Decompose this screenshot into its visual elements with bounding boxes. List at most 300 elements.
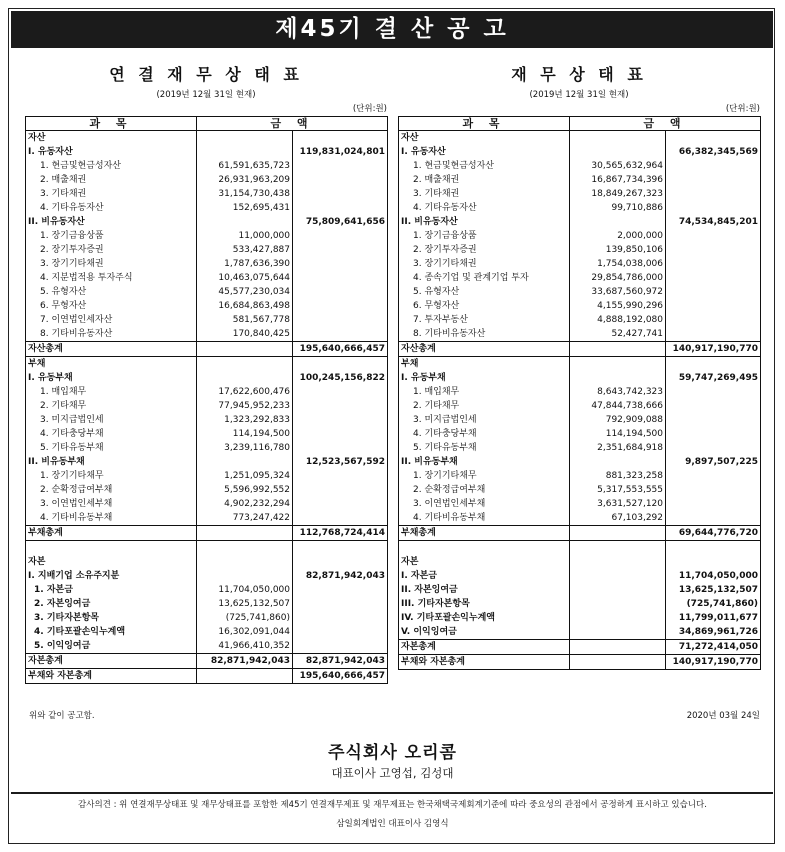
row-sub-amount [197,541,293,556]
table-row [26,313,388,327]
row-item-name: 8. 기타비유동자산 [399,327,570,342]
row-sub-amount: 45,577,230,034 [197,285,293,299]
row-total-amount [666,541,761,556]
row-sub-amount [570,555,666,569]
row-total-amount: 75,809,641,656 [305,217,385,227]
row-item-name: II. 비유동부채 [399,455,570,469]
row-item-name: 5. 기타유동부채 [399,441,570,455]
separate-title: 재 무 상 태 표 [511,65,647,84]
row-sub-amount [570,625,666,640]
consolidated-panel [25,64,387,684]
row-item-name: 4. 기타비유동부채 [399,511,570,526]
row-item-name: 1. 매입채무 [399,385,570,399]
row-item-name: 부채와 자본총계 [399,655,570,670]
row-sub-amount [570,569,666,583]
row-total-amount [293,399,388,413]
row-sub-amount: 52,427,741 [570,327,666,342]
row-item-name: II. 비유동자산 [26,215,197,229]
table-row [399,469,761,483]
row-sub-amount [570,597,666,611]
row-total-amount [293,187,388,201]
row-sub-amount: 5,317,553,555 [570,483,666,497]
row-item-name: 자본 [26,555,197,569]
table-row [399,285,761,299]
table-row [399,569,761,583]
row-total-amount [293,625,388,639]
row-total-amount: 13,625,132,507 [678,585,758,595]
row-total-amount [666,399,761,413]
notice-date: 2020년 03월 24일 [686,711,760,721]
row-item-name: 자본총계 [399,640,570,655]
row-sub-amount: 533,427,887 [197,243,293,257]
row-sub-amount: 792,909,088 [570,413,666,427]
table-row [399,342,761,357]
table-row [399,555,761,569]
table-row [399,427,761,441]
row-total-amount [293,229,388,243]
row-total-amount [293,385,388,399]
row-sub-amount: 31,154,730,438 [197,187,293,201]
row-total-amount: 140,917,190,770 [666,342,761,357]
row-item-name: 2. 기타채무 [399,399,570,413]
table-row [399,455,761,469]
row-sub-amount [570,357,666,372]
row-sub-amount: 4,902,232,294 [197,497,293,511]
audit-divider [11,792,773,794]
row-sub-amount: 29,854,786,000 [570,271,666,285]
row-sub-amount: 13,625,132,507 [197,597,293,611]
row-total-amount: 34,869,961,726 [678,627,758,637]
row-sub-amount [570,455,666,469]
row-sub-amount: 581,567,778 [197,313,293,327]
row-item-name: 4. 종속기업 및 관계기업 투자 [399,271,570,285]
row-sub-amount: 11,704,050,000 [197,583,293,597]
row-sub-amount: 114,194,500 [197,427,293,441]
row-total-amount [293,441,388,455]
row-item-name: 4. 기타포괄손익누계액 [26,625,197,639]
row-item-name: 2. 기타채무 [26,399,197,413]
consolidated-rows [26,131,388,684]
separate-table [398,116,761,670]
table-row [26,441,388,455]
header-amount: 금 액 [570,117,761,131]
row-total-amount [666,413,761,427]
table-row [399,655,761,670]
row-total-amount [666,555,761,569]
row-total-amount: (725,741,860) [686,599,758,609]
row-item-name: 1. 장기기타채무 [26,469,197,483]
table-row [399,145,761,159]
row-item-name: 3. 미지급법인세 [26,413,197,427]
row-total-amount [666,441,761,455]
table-row [26,327,388,342]
row-total-amount: 9,897,507,225 [685,457,758,467]
table-row [26,342,388,357]
row-item-name: 2. 자본잉여금 [26,597,197,611]
row-item-name: 3. 이연법인세부채 [26,497,197,511]
row-sub-amount: 77,945,952,233 [197,399,293,413]
row-total-amount [666,497,761,511]
table-row [26,215,388,229]
row-total-amount: 119,831,024,801 [299,147,385,157]
table-row [399,131,761,146]
table-row [399,541,761,556]
separate-rows [399,131,761,670]
row-sub-amount [570,215,666,229]
row-item-name: 3. 기타자본항목 [26,611,197,625]
row-sub-amount: 4,155,990,296 [570,299,666,313]
table-row [399,257,761,271]
table-row [399,357,761,372]
table-header-row [26,117,388,131]
row-sub-amount: 4,888,192,080 [570,313,666,327]
row-sub-amount: 47,844,738,666 [570,399,666,413]
ceo-line: 대표이사 고영섭, 김성대 [331,766,454,780]
row-item-name: 6. 무형자산 [399,299,570,313]
row-total-amount [666,483,761,497]
row-total-amount [666,469,761,483]
table-row [26,569,388,583]
row-sub-amount: 82,871,942,043 [197,654,293,669]
row-total-amount: 11,704,050,000 [678,571,758,581]
row-total-amount [666,201,761,215]
row-item-name: 5. 유형자산 [399,285,570,299]
row-item-name: 3. 장기기타채권 [26,257,197,271]
row-item-name: 7. 이연법인세자산 [26,313,197,327]
table-row [399,441,761,455]
table-row [399,159,761,173]
row-sub-amount [197,215,293,229]
header-amount: 금 액 [197,117,388,131]
row-total-amount [293,497,388,511]
row-total-amount [666,131,761,146]
table-row [26,413,388,427]
row-item-name: 3. 이연법인세부채 [399,497,570,511]
table-row [26,173,388,187]
row-total-amount: 82,871,942,043 [305,571,385,581]
row-total-amount [666,427,761,441]
row-item-name: I. 지배기업 소유주지분 [26,569,197,583]
row-sub-amount [570,541,666,556]
row-total-amount [293,271,388,285]
row-sub-amount [570,655,666,670]
row-item-name: 1. 자본금 [26,583,197,597]
table-row [26,483,388,497]
table-row [26,597,388,611]
row-total-amount: 140,917,190,770 [666,655,761,670]
row-total-amount [293,131,388,146]
row-total-amount [293,611,388,625]
table-row [399,271,761,285]
table-row [399,611,761,625]
row-total-amount [666,187,761,201]
row-sub-amount: 18,849,267,323 [570,187,666,201]
row-item-name: 3. 미지급법인세 [399,413,570,427]
table-row [26,611,388,625]
row-sub-amount: (725,741,860) [197,611,293,625]
row-total-amount [666,285,761,299]
table-row [399,187,761,201]
table-row [26,159,388,173]
table-row [26,201,388,215]
table-row [26,299,388,313]
row-total-amount: 66,382,345,569 [678,147,758,157]
table-header-row [399,117,761,131]
row-sub-amount [197,131,293,146]
row-item-name: 1. 현금및현금성자산 [399,159,570,173]
row-total-amount [293,639,388,654]
row-item-name: 부채 [26,357,197,372]
row-total-amount [293,583,388,597]
row-item-name: I. 유동부채 [26,371,197,385]
table-row [26,511,388,526]
row-total-amount [293,201,388,215]
notice-row [25,709,760,723]
header-item: 과 목 [26,117,197,131]
table-row [26,131,388,146]
row-sub-amount: 41,966,410,352 [197,639,293,654]
row-item-name: I. 유동자산 [399,145,570,159]
row-total-amount: 195,640,666,457 [293,342,388,357]
row-item-name: I. 유동자산 [26,145,197,159]
row-total-amount [293,313,388,327]
table-row [26,187,388,201]
row-sub-amount [197,669,293,684]
row-sub-amount [197,455,293,469]
row-item-name: 2. 매출채권 [399,173,570,187]
row-total-amount [666,173,761,187]
table-row [399,413,761,427]
row-sub-amount: 170,840,425 [197,327,293,342]
consolidated-date: (2019년 12월 31일 현재) [156,90,256,100]
table-row [26,654,388,669]
row-sub-amount: 10,463,075,644 [197,271,293,285]
row-total-amount [666,313,761,327]
row-total-amount [293,413,388,427]
row-total-amount [666,385,761,399]
table-row [26,669,388,684]
table-row [399,399,761,413]
row-item-name: 2. 장기투자증권 [399,243,570,257]
row-item-name: 6. 무형자산 [26,299,197,313]
table-row [399,597,761,611]
row-sub-amount [197,526,293,541]
row-sub-amount: 8,643,742,323 [570,385,666,399]
table-row [26,271,388,285]
table-row [26,243,388,257]
row-total-amount [666,271,761,285]
row-total-amount [666,511,761,526]
row-item-name: 2. 순확정급여부채 [399,483,570,497]
row-total-amount [293,511,388,526]
row-sub-amount [197,555,293,569]
row-item-name: 자산총계 [399,342,570,357]
row-sub-amount: 16,684,863,498 [197,299,293,313]
row-item-name: 4. 기타충당부채 [399,427,570,441]
row-sub-amount: 2,351,684,918 [570,441,666,455]
row-total-amount: 100,245,156,822 [299,373,385,383]
row-total-amount [293,327,388,342]
row-item-name: 1. 장기금융상품 [26,229,197,243]
row-sub-amount: 3,239,116,780 [197,441,293,455]
row-total-amount [666,299,761,313]
row-total-amount [293,299,388,313]
row-sub-amount: 773,247,422 [197,511,293,526]
row-sub-amount: 5,596,992,552 [197,483,293,497]
table-row [399,327,761,342]
row-sub-amount [570,371,666,385]
table-row [399,497,761,511]
table-row [399,583,761,597]
row-sub-amount: 30,565,632,964 [570,159,666,173]
row-item-name: 1. 매입채무 [26,385,197,399]
row-sub-amount: 2,000,000 [570,229,666,243]
row-sub-amount: 1,754,038,006 [570,257,666,271]
row-total-amount [293,173,388,187]
row-total-amount [293,469,388,483]
table-row [26,399,388,413]
row-item-name: 4. 기타충당부채 [26,427,197,441]
table-row [399,385,761,399]
row-total-amount [293,427,388,441]
table-row [26,427,388,441]
separate-date: (2019년 12월 31일 현재) [529,90,629,100]
row-item-name: V. 이익잉여금 [399,625,570,640]
row-item-name: 4. 기타유동자산 [399,201,570,215]
row-item-name: III. 기타자본항목 [399,597,570,611]
table-row [26,285,388,299]
table-row [26,385,388,399]
row-item-name: II. 비유동자산 [399,215,570,229]
row-item-name: 8. 기타비유동자산 [26,327,197,342]
row-item-name: 5. 이익잉여금 [26,639,197,654]
row-total-amount [293,285,388,299]
table-row [26,357,388,372]
row-item-name: 1. 장기금융상품 [399,229,570,243]
table-row [26,371,388,385]
company-name: 주식회사 오리콤 [328,743,457,763]
row-item-name: 3. 기타채권 [26,187,197,201]
row-sub-amount: 17,622,600,476 [197,385,293,399]
row-total-amount [666,357,761,372]
row-item-name: 5. 유형자산 [26,285,197,299]
row-sub-amount [570,583,666,597]
row-sub-amount [197,145,293,159]
row-sub-amount: 114,194,500 [570,427,666,441]
table-row [26,639,388,654]
row-item-name [399,541,570,556]
row-item-name: 부채 [399,357,570,372]
row-sub-amount: 1,323,292,833 [197,413,293,427]
row-sub-amount [570,526,666,541]
row-sub-amount [197,357,293,372]
row-sub-amount: 881,323,258 [570,469,666,483]
row-total-amount: 11,799,011,677 [678,613,758,623]
consolidated-unit: (단위:원) [352,104,387,114]
table-row [26,625,388,639]
consolidated-title: 연 결 재 무 상 태 표 [109,65,303,84]
row-total-amount [666,327,761,342]
row-item-name: I. 자본금 [399,569,570,583]
row-total-amount: 82,871,942,043 [293,654,388,669]
table-row [399,299,761,313]
row-sub-amount: 1,787,636,390 [197,257,293,271]
table-row [26,229,388,243]
row-item-name: IV. 기타포괄손익누계액 [399,611,570,625]
row-item-name: 자산 [26,131,197,146]
row-total-amount [293,243,388,257]
row-sub-amount: 99,710,886 [570,201,666,215]
table-row [26,469,388,483]
auditor-name: 삼일회계법인 대표이사 김영식 [336,819,449,829]
row-total-amount [293,357,388,372]
table-row [26,145,388,159]
row-item-name: 부채와 자본총계 [26,669,197,684]
row-sub-amount: 139,850,106 [570,243,666,257]
row-sub-amount: 33,687,560,972 [570,285,666,299]
table-row [399,173,761,187]
table-row [26,257,388,271]
table-row [399,371,761,385]
row-item-name: 자본 [399,555,570,569]
notice-statement: 위와 같이 공고함. [29,711,95,721]
row-total-amount: 12,523,567,592 [305,457,385,467]
row-total-amount: 112,768,724,414 [293,526,388,541]
row-item-name: 2. 매출채권 [26,173,197,187]
row-item-name: 2. 순확정급여부채 [26,483,197,497]
table-row [399,243,761,257]
row-total-amount: 69,644,776,720 [666,526,761,541]
row-total-amount [293,159,388,173]
row-sub-amount [570,131,666,146]
table-row [399,313,761,327]
row-item-name: 4. 기타비유동부채 [26,511,197,526]
separate-panel [398,64,760,670]
table-row [399,215,761,229]
table-row [399,625,761,640]
row-item-name: II. 비유동부채 [26,455,197,469]
row-item-name: 3. 기타채권 [399,187,570,201]
row-sub-amount [570,611,666,625]
row-total-amount [293,555,388,569]
audit-opinion: 감사의견 : 위 연결재무상태표 및 재무상태표를 포함한 제45기 연결재무제표 및 재무제표는 한국채택국제회계기준에 따라 중요성의 관점에서 공정하게 표시하고 있습니다. [78,800,707,810]
row-item-name: 1. 장기기타채무 [399,469,570,483]
row-sub-amount: 152,695,431 [197,201,293,215]
row-total-amount: 195,640,666,457 [293,669,388,684]
row-sub-amount [570,145,666,159]
row-sub-amount [570,342,666,357]
row-sub-amount: 61,591,635,723 [197,159,293,173]
row-item-name: 7. 투자부동산 [399,313,570,327]
row-item-name: 5. 기타유동부채 [26,441,197,455]
row-total-amount [293,257,388,271]
row-total-amount: 71,272,414,050 [666,640,761,655]
table-row [399,201,761,215]
separate-unit: (단위:원) [725,104,760,114]
table-row [399,511,761,526]
row-item-name: 자본총계 [26,654,197,669]
row-total-amount [666,243,761,257]
row-item-name: 부채총계 [399,526,570,541]
row-total-amount [293,541,388,556]
notice-banner: 제45기 결 산 공 고 [11,11,773,48]
row-item-name: 자산총계 [26,342,197,357]
row-sub-amount: 16,302,091,044 [197,625,293,639]
row-sub-amount: 16,867,734,396 [570,173,666,187]
row-total-amount [666,229,761,243]
row-item-name: 2. 장기투자증권 [26,243,197,257]
table-row [399,229,761,243]
